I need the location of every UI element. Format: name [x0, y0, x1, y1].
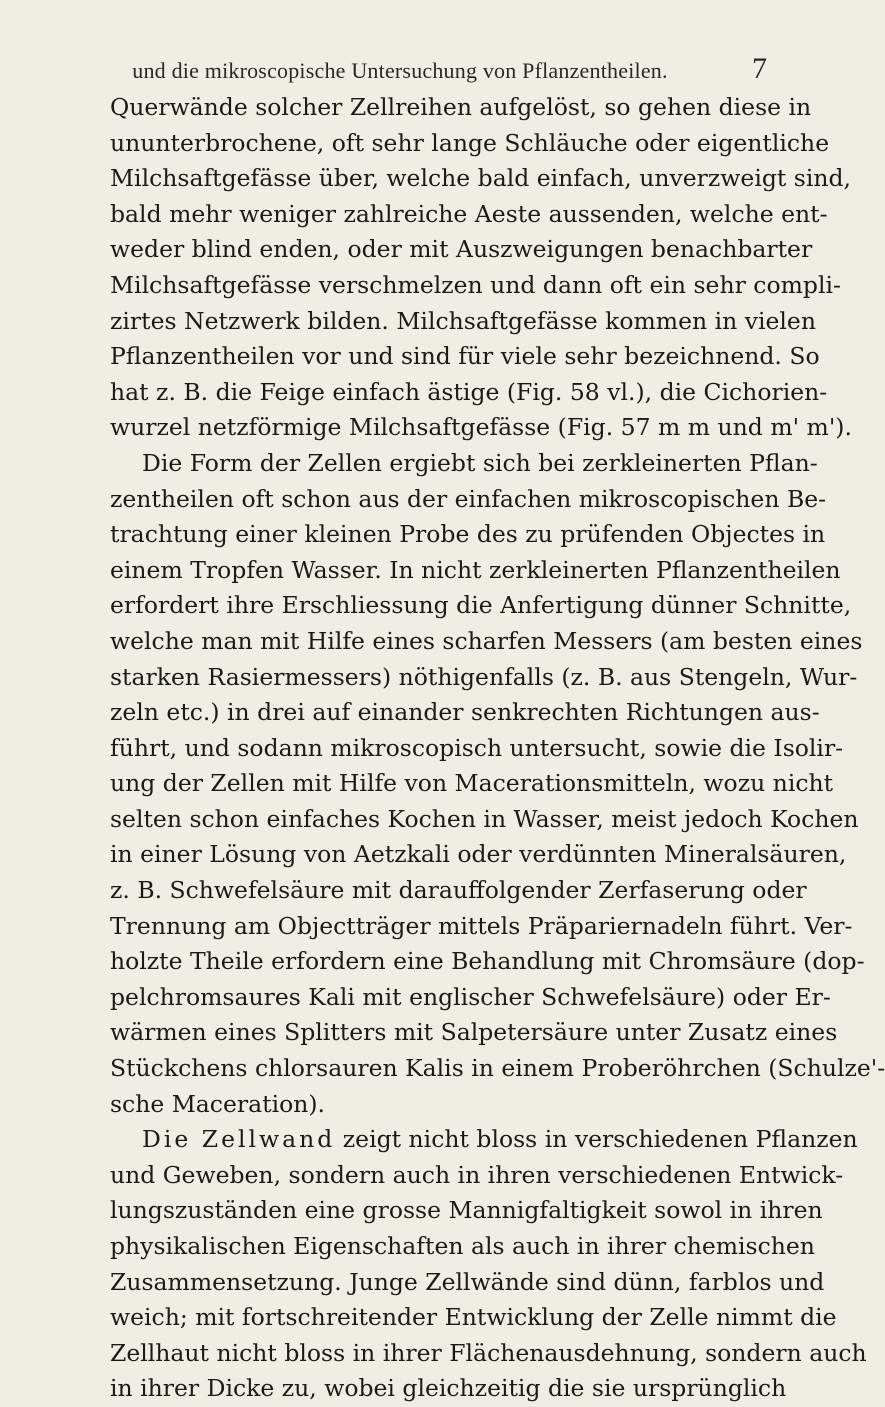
text-line: und Geweben, sondern auch in ihren verschiedenen Entwick-	[110, 1160, 844, 1189]
text-line: lungszuständen eine grosse Mannigfaltigkeit sowol in ihren	[110, 1196, 823, 1225]
text-line: weich; mit fortschreitender Entwicklung der Zelle nimmt die	[110, 1303, 837, 1332]
page-number: 7	[752, 52, 767, 85]
text-line: Querwände solcher Zellreihen aufgelöst, so gehen diese in	[110, 93, 812, 121]
text-line: Trennung am Objectträger mittels Präpariernadeln führt. Ver-	[110, 911, 853, 940]
text-line: Milchsaftgefässe über, welche bald einfach, unverzweigt sind,	[110, 164, 852, 193]
text-line: einem Tropfen Wasser. In nicht zerkleinerten Pflanzentheilen	[110, 555, 841, 584]
text-line: starken Rasiermessers) nöthigenfalls (z. B. aus Stengeln, Wur-	[110, 662, 858, 691]
text-line: führt, und sodann mikroscopisch untersucht, sowie die Isolir-	[110, 733, 844, 762]
text-line: hat z. B. die Feige einfach ästige (Fig. 58 vl.), die Cichorien-	[110, 377, 828, 406]
text-line: zeln etc.) in drei auf einander senkrechten Richtungen aus-	[110, 698, 820, 727]
text-line: ununterbrochene, oft sehr lange Schläuche oder eigentliche	[110, 128, 830, 157]
text-line: z. B. Schwefelsäure mit darauffolgender Zerfaserung oder	[110, 876, 807, 905]
text-line: Pflanzentheilen vor und sind für viele sehr bezeichnend. So	[110, 342, 820, 371]
emphasized-term: Die Zellwand	[142, 1125, 336, 1154]
text-line: welche man mit Hilfe eines scharfen Messers (am besten eines	[110, 626, 863, 655]
text-line: physikalischen Eigenschaften als auch in ihrer chemischen	[110, 1232, 815, 1260]
text-line: sche Maceration).	[110, 1089, 325, 1118]
text-line: in einer Lösung von Aetzkali oder verdünnten Mineralsäuren,	[110, 840, 847, 869]
text-line: Zusammensetzung. Junge Zellwände sind dünn, farblos und	[110, 1267, 825, 1296]
running-head: und die mikroscopische Untersuchung von Pflanzentheilen.	[132, 58, 668, 83]
text-line: wurzel netzförmige Milchsaftgefässe (Fig. 57 m m und m' m').	[110, 413, 852, 442]
text-line: weder blind enden, oder mit Auszweigungen benachbarter	[110, 235, 813, 264]
text-line: zentheilen oft schon aus der einfachen mikroscopischen Be-	[110, 484, 827, 513]
text-line: bald mehr weniger zahlreiche Aeste aussenden, welche ent-	[110, 199, 828, 228]
text-line: Zellhaut nicht bloss in ihrer Flächenausdehnung, sondern auch	[110, 1338, 867, 1367]
text-line: selten schon einfaches Kochen in Wasser, meist jedoch Kochen	[110, 804, 859, 833]
text-line: erfordert ihre Erschliessung die Anfertigung dünner Schnitte,	[110, 591, 852, 620]
text-line: Stückchens chlorsauren Kalis in einem Proberöhrchen (Schulze'-	[110, 1054, 885, 1083]
text-line: Milchsaftgefässe verschmelzen und dann oft ein sehr compli-	[110, 270, 841, 299]
text-line	[110, 1122, 858, 1158]
text-line: zirtes Netzwerk bilden. Milchsaftgefässe kommen in vielen	[110, 306, 816, 335]
text-line: pelchromsaures Kali mit englischer Schwefelsäure) oder Er-	[110, 982, 831, 1011]
text-line: trachtung einer kleinen Probe des zu prüfenden Objectes in	[110, 520, 826, 549]
text-line-rest: zeigt nicht bloss in verschiedenen Pflanzen	[335, 1125, 858, 1154]
text-line: in ihrer Dicke zu, wobei gleichzeitig die sie ursprünglich	[110, 1374, 787, 1403]
text-line: holzte Theile erfordern eine Behandlung mit Chromsäure (dop-	[110, 947, 865, 976]
body-text	[110, 90, 885, 1407]
text-line: wärmen eines Splitters mit Salpetersäure unter Zusatz eines	[110, 1018, 838, 1047]
text-line: ung der Zellen mit Hilfe von Macerationsmitteln, wozu nicht	[110, 769, 834, 798]
text-line: Die Form der Zellen ergiebt sich bei zerkleinerten Pflan-	[142, 448, 818, 477]
